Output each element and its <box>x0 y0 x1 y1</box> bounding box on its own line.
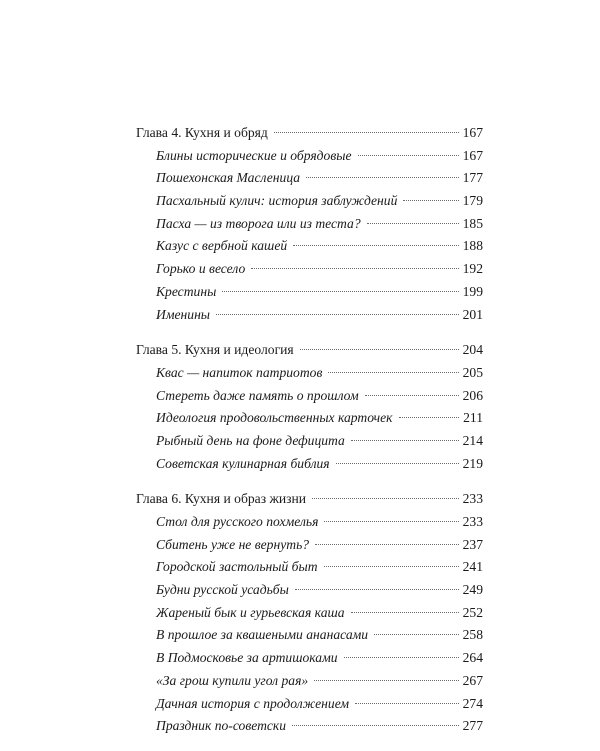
entry-title: Городской застольный быт <box>156 559 318 575</box>
dot-leader <box>374 634 459 635</box>
dot-leader <box>216 314 459 315</box>
entry-title: В прошлое за квашеными ананасами <box>156 627 369 643</box>
entry-title: Пошехонская Масленица <box>156 170 301 186</box>
toc-entry <box>136 693 483 716</box>
entry-title: Казус с вербной кашей <box>156 238 288 254</box>
entry-title: Дачная история с продолжением <box>156 695 350 711</box>
page-number: 177 <box>462 170 483 186</box>
dot-leader <box>295 589 459 590</box>
page-number: 199 <box>462 283 483 299</box>
entry-title: Горько и весело <box>156 261 246 277</box>
dot-leader <box>351 440 459 441</box>
page-number: 277 <box>462 718 483 734</box>
entry-title: Советская кулинарная библия <box>156 455 330 471</box>
chapter-6 <box>136 488 483 738</box>
chapter-title: Глава 4. Кухня и обряд <box>136 125 268 140</box>
entry-title: Стереть даже память о прошлом <box>156 387 359 403</box>
toc-entry <box>136 281 483 304</box>
dot-leader <box>314 680 458 681</box>
dot-leader <box>355 703 459 704</box>
entry-title: Сбитень уже не вернуть? <box>156 536 310 552</box>
toc-entry <box>136 453 483 476</box>
dot-leader <box>336 463 459 464</box>
toc-entry <box>136 579 483 602</box>
toc-entry <box>136 430 483 453</box>
entry-title: «За грош купили угол рая» <box>156 672 309 688</box>
dot-leader <box>324 566 459 567</box>
dot-leader <box>292 725 459 726</box>
entry-title: Квас — напиток патриотов <box>156 364 323 380</box>
page-number: 204 <box>462 342 483 358</box>
page-number: 205 <box>462 364 483 380</box>
chapter-title: Глава 6. Кухня и образ жизни <box>136 491 307 507</box>
page-number: 274 <box>462 695 483 711</box>
dot-leader <box>222 291 458 292</box>
page-number: 241 <box>462 559 483 575</box>
page-number: 233 <box>462 514 483 529</box>
chapter-heading <box>136 488 483 511</box>
table-of-contents <box>136 122 483 751</box>
chapter-heading <box>136 122 483 145</box>
toc-entry <box>136 167 483 190</box>
dot-leader <box>328 372 458 373</box>
dot-leader <box>399 417 460 418</box>
chapter-heading <box>136 339 483 362</box>
page-number: 252 <box>462 604 483 620</box>
page-number: 233 <box>462 491 483 507</box>
toc-entry <box>136 190 483 213</box>
entry-title: Пасхальный кулич: история заблуждений <box>156 193 398 209</box>
page-number: 179 <box>462 193 483 209</box>
page-number: 167 <box>462 147 483 163</box>
page-number: 188 <box>462 238 483 254</box>
dot-leader <box>315 544 459 545</box>
chapter-title: Глава 5. Кухня и идеология <box>136 342 294 358</box>
dot-leader <box>251 268 458 269</box>
toc-entry <box>136 670 483 693</box>
page-number: 167 <box>462 125 483 140</box>
entry-title: Будни русской усадьбы <box>156 582 289 598</box>
page-number: 206 <box>462 387 483 403</box>
entry-title: Пасха — из творога или из теста? <box>156 215 361 231</box>
dot-leader <box>306 177 459 178</box>
entry-title: Рыбный день на фоне дефицита <box>156 432 345 448</box>
toc-entry <box>136 511 483 534</box>
dot-leader <box>403 200 458 201</box>
dot-leader <box>274 132 459 133</box>
toc-entry <box>136 407 483 430</box>
page-number: 201 <box>462 306 483 322</box>
entry-title: Блины исторические и обрядовые <box>156 147 352 163</box>
dot-leader <box>300 349 459 350</box>
toc-entry <box>136 624 483 647</box>
toc-entry <box>136 647 483 670</box>
toc-entry <box>136 556 483 579</box>
entry-title: Жареный бык и гурьевская каша <box>156 604 345 620</box>
entry-title: Именины <box>156 306 211 322</box>
entry-title: Идеология продовольственных карточек <box>156 410 393 426</box>
toc-entry <box>136 534 483 557</box>
entry-title: Праздник по-советски <box>156 718 287 734</box>
entry-title: Стол для русского похмелья <box>156 514 319 529</box>
dot-leader <box>293 245 458 246</box>
dot-leader <box>358 155 459 156</box>
page-number: 258 <box>462 627 483 643</box>
page-number: 219 <box>462 455 483 471</box>
toc-entry <box>136 602 483 625</box>
dot-leader <box>367 223 459 224</box>
page-number: 214 <box>462 432 483 448</box>
toc-entry <box>136 213 483 236</box>
page-number: 192 <box>462 261 483 277</box>
page-number: 185 <box>462 215 483 231</box>
dot-leader <box>312 498 459 499</box>
page-number: 237 <box>462 536 483 552</box>
toc-entry <box>136 145 483 168</box>
page-number: 267 <box>462 672 483 688</box>
toc-entry <box>136 362 483 385</box>
toc-entry <box>136 235 483 258</box>
entry-title: В Подмосковье за артишоками <box>156 650 338 666</box>
toc-entry <box>136 258 483 281</box>
dot-leader <box>351 612 459 613</box>
toc-entry <box>136 304 483 327</box>
toc-entry <box>136 715 483 738</box>
dot-leader <box>365 395 459 396</box>
entry-title: Крестины <box>156 283 217 299</box>
page-number: 264 <box>462 650 483 666</box>
page-number: 249 <box>462 582 483 598</box>
chapter-4 <box>136 122 483 326</box>
chapter-5 <box>136 339 483 475</box>
toc-entry <box>136 385 483 408</box>
dot-leader <box>324 521 458 522</box>
page-number: 211 <box>463 410 483 426</box>
dot-leader <box>344 657 459 658</box>
